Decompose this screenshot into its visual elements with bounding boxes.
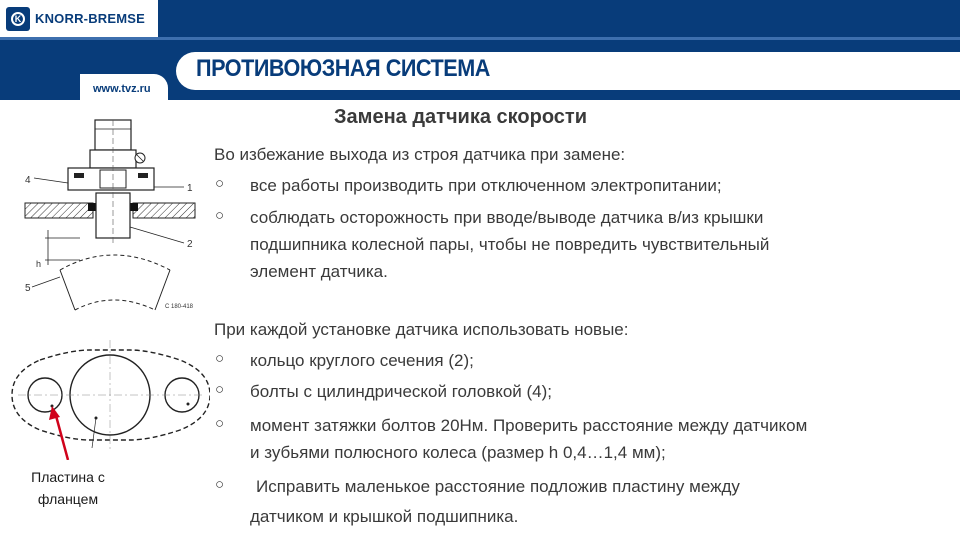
figure-label-2: 2	[187, 239, 193, 250]
list2-item-1: кольцо круглого сечения (2);	[250, 351, 474, 370]
figure-ref-code: C 180-418	[165, 304, 194, 310]
intro-paragraph-2: При каждой установке датчика использовать новые:	[214, 320, 629, 339]
knorr-bremse-logo-icon: K	[6, 7, 30, 31]
caption-line-1: Пластина с	[31, 469, 105, 485]
bullet-icon: ○	[215, 476, 225, 493]
bullet-icon: ○	[215, 175, 225, 192]
list2-item-3-line1: момент затяжки болтов 20Нм. Проверить расстояние между датчиком	[250, 416, 808, 435]
figure-label-4: 4	[25, 175, 31, 186]
page-title: ПРОТИВОЮЗНАЯ СИСТЕМА	[196, 55, 490, 82]
intro-paragraph-1: Во избежание выхода из строя датчика при замене:	[214, 145, 626, 164]
figure-label-5: 5	[25, 283, 31, 294]
caption-line-2: фланцем	[37, 491, 99, 507]
list2-item-4-line2: датчиком и крышкой подшипника.	[250, 507, 519, 526]
list2-item-4-line1: Исправить маленькое расстояние подложив пластину между	[256, 477, 740, 496]
list1-item-1: все работы производить при отключенном электропитании;	[250, 176, 722, 195]
figure-label-1: 1	[187, 183, 193, 194]
list2-item-3-line2: и зубьями полюсного колеса (размер h 0,4…1,4 мм);	[250, 443, 666, 462]
list1-item-2-line2: подшипника колесной пары, чтобы не повредить чувствительный	[250, 235, 770, 254]
flange-plate-caption	[8, 466, 128, 510]
header-divider	[0, 37, 960, 40]
flange-plate-drawing	[10, 330, 210, 460]
bullet-icon: ○	[215, 381, 225, 398]
bullet-icon: ○	[215, 415, 225, 432]
slide-subtitle: Замена датчика скорости	[334, 106, 588, 128]
brand-name: KNORR-BREMSE	[35, 11, 146, 26]
list2-item-2: болты с цилиндрической головкой (4);	[250, 382, 553, 401]
sensor-section-drawing	[20, 115, 210, 315]
bullet-icon: ○	[215, 350, 225, 367]
figure-label-h: h	[36, 259, 42, 269]
bullet-icon: ○	[215, 207, 225, 224]
list1-item-2-line1: соблюдать осторожность при вводе/выводе датчика в/из крышки	[250, 208, 764, 227]
list1-item-2-line3: элемент датчика.	[250, 262, 388, 281]
logo	[0, 0, 158, 37]
site-url[interactable]: www.tvz.ru	[93, 83, 151, 95]
